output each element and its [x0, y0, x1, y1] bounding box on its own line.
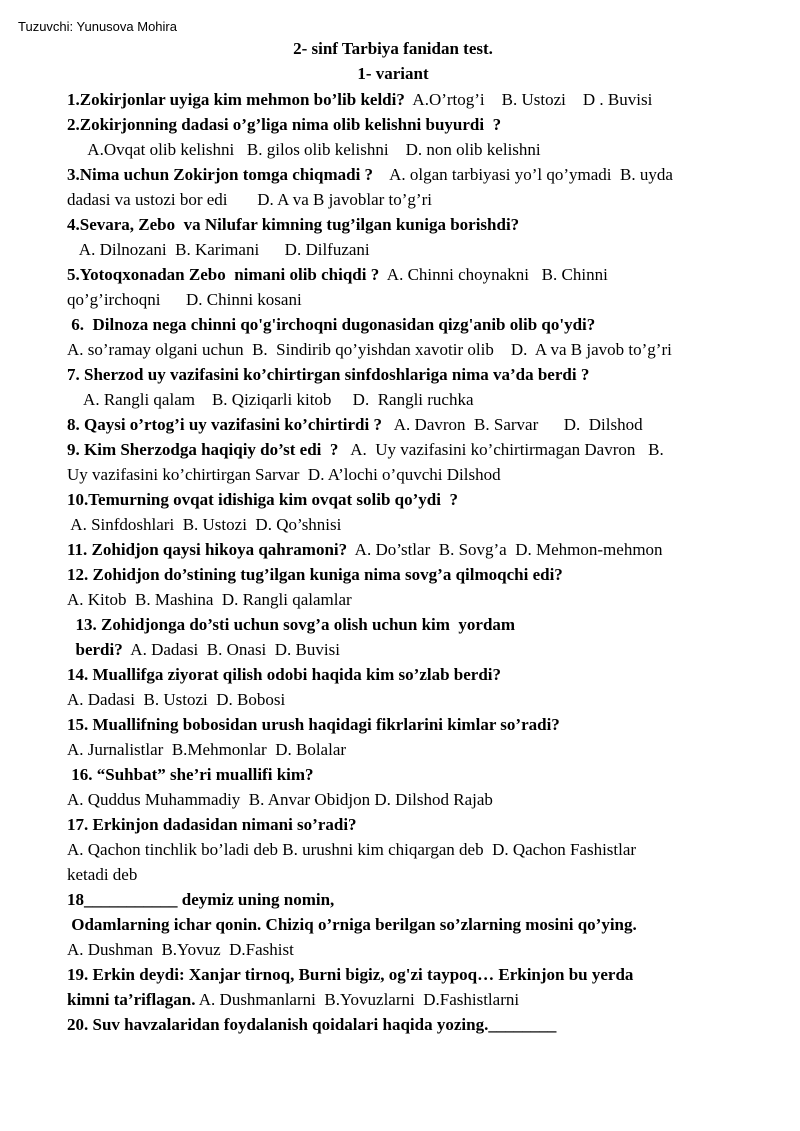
question-text: kimni ta’riflagan.	[67, 990, 196, 1009]
question-text: 10.Temurning ovqat idishiga kim ovqat solib qo’ydi ?	[67, 490, 458, 509]
text-line	[67, 437, 757, 462]
answer-options: A. Uy vazifasini ko’chirtirmagan Davron B.	[338, 440, 664, 459]
text-line	[67, 562, 757, 587]
answer-options: A. Rangli qalam B. Qiziqarli kitob D. Rangli ruchka	[67, 390, 474, 409]
question-text: 18___________ deymiz uning nomin,	[67, 890, 335, 909]
answer-options: A. so’ramay olgani uchun B. Sindirib qo’yishdan xavotir olib D. A va B javob to’g’ri	[67, 340, 672, 359]
answer-options: A. Qachon tinchlik bo’ladi deb B. urushni kim chiqargan deb D. Qachon Fashistlar	[67, 840, 637, 859]
text-line	[67, 112, 757, 137]
text-line	[67, 962, 757, 987]
variant-label: 1- variant	[357, 64, 429, 83]
text-line	[67, 787, 757, 812]
answer-options: ketadi deb	[67, 865, 138, 884]
text-line	[67, 537, 757, 562]
text-line	[67, 587, 757, 612]
answer-options: A. Chinni choynakni B. Chinni	[379, 265, 608, 284]
text-line	[67, 712, 757, 737]
author-line: Tuzuvchi: Yunusova Mohira	[18, 19, 177, 34]
text-line	[67, 987, 757, 1012]
question-text: 2.Zokirjonning dadasi o’g’liga nima olib kelishni buyurdi ?	[67, 115, 502, 134]
question-text: 9. Kim Sherzodga haqiqiy do’st edi ?	[67, 440, 339, 459]
question-text: 15. Muallifning bobosidan urush haqidagi fikrlarini kimlar so’radi?	[67, 715, 560, 734]
text-line	[67, 212, 757, 237]
text-line	[67, 412, 757, 437]
text-line	[67, 87, 757, 112]
question-text: 20. Suv havzalaridan foydalanish qoidalari haqida yozing.________	[67, 1015, 557, 1034]
question-text: 13. Zohidjonga do’sti uchun sovg’a olish uchun kim yordam	[67, 615, 516, 634]
text-line	[67, 512, 757, 537]
text-line	[67, 612, 757, 637]
answer-options: A. Dilnozani B. Karimani D. Dilfuzani	[67, 240, 370, 259]
text-line	[67, 187, 757, 212]
answer-options: A. Dushman B.Yovuz D.Fashist	[67, 940, 294, 959]
question-text: 14. Muallifga ziyorat qilish odobi haqida kim so’zlab berdi?	[67, 665, 502, 684]
text-line	[67, 687, 757, 712]
text-line	[67, 837, 757, 862]
text-line	[67, 487, 757, 512]
text-line	[67, 362, 757, 387]
question-text: Odamlarning ichar qonin. Chiziq o’rniga berilgan so’zlarning mosini qo’ying.	[67, 915, 637, 934]
question-text: 6. Dilnoza nega chinni qo'g'irchoqni dugonasidan qizg'anib olib qo'ydi?	[67, 315, 596, 334]
text-line	[67, 812, 757, 837]
question-text: 16. “Suhbat” she’ri muallifi kim?	[67, 765, 314, 784]
answer-options: A. Davron B. Sarvar D. Dilshod	[381, 415, 643, 434]
text-line	[67, 912, 757, 937]
answer-options: A. Jurnalistlar B.Mehmonlar D. Bolalar	[67, 740, 347, 759]
question-text: 7. Sherzod uy vazifasini ko’chirtirgan sinfdoshlariga nima va’da berdi ?	[67, 365, 590, 384]
question-text: berdi?	[67, 640, 123, 659]
text-line	[67, 637, 757, 662]
question-text: 5.Yotoqxonadan Zebo nimani olib chiqdi ?	[67, 265, 380, 284]
test-title: 2- sinf Tarbiya fanidan test.	[293, 39, 493, 58]
answer-options: A. Dadasi B. Ustozi D. Bobosi	[67, 690, 286, 709]
text-line	[67, 1012, 757, 1037]
text-line	[67, 662, 757, 687]
answer-options: A.Ovqat olib kelishni B. gilos olib kelishni D. non olib kelishni	[67, 140, 541, 159]
text-line	[67, 862, 757, 887]
answer-options: A. Do’stlar B. Sovg’a D. Mehmon-mehmon	[347, 540, 663, 559]
question-text: 17. Erkinjon dadasidan nimani so’radi?	[67, 815, 357, 834]
question-text: 12. Zohidjon do’stining tug’ilgan kuniga nima sovg’a qilmoqchi edi?	[67, 565, 563, 584]
answer-options: A. Dushmanlarni B.Yovuzlarni D.Fashistlarni	[195, 990, 520, 1009]
answer-options: Uy vazifasini ko’chirtirgan Sarvar D. A’lochi o’quvchi Dilshod	[67, 465, 501, 484]
question-text: 3.Nima uchun Zokirjon tomga chiqmadi ?	[67, 165, 374, 184]
text-line	[67, 137, 757, 162]
text-line	[67, 887, 757, 912]
answer-options: A.O’rtog’i B. Ustozi D . Buvisi	[404, 90, 653, 109]
text-line	[67, 462, 757, 487]
question-text: 8. Qaysi o’rtog’i uy vazifasini ko’chirtirdi ?	[67, 415, 382, 434]
answer-options: A. Quddus Muhammadiy B. Anvar Obidjon D. Dilshod Rajab	[67, 790, 493, 809]
text-line	[67, 937, 757, 962]
question-text: 19. Erkin deydi: Xanjar tirnoq, Burni bigiz, og'zi taypoq… Erkinjon bu yerda	[67, 965, 634, 984]
question-text: 1.Zokirjonlar uyiga kim mehmon bo’lib keldi?	[67, 90, 405, 109]
text-line	[67, 387, 757, 412]
answer-options: A. olgan tarbiyasi yo’l qo’ymadi B. uyda	[373, 165, 673, 184]
text-line	[67, 162, 757, 187]
text-line	[67, 312, 757, 337]
answer-options: dadasi va ustozi bor edi D. A va B javoblar to’g’ri	[67, 190, 432, 209]
text-line	[67, 237, 757, 262]
text-line	[67, 737, 757, 762]
answer-options: A. Kitob B. Mashina D. Rangli qalamlar	[67, 590, 352, 609]
text-line	[67, 762, 757, 787]
answer-options: A. Dadasi B. Onasi D. Buvisi	[122, 640, 340, 659]
question-text: 4.Sevara, Zebo va Nilufar kimning tug’ilgan kuniga borishdi?	[67, 215, 520, 234]
text-line	[67, 287, 757, 312]
text-line	[67, 262, 757, 287]
test-questions	[67, 87, 757, 1037]
answer-options: qo’g’irchoqni D. Chinni kosani	[67, 290, 302, 309]
answer-options: A. Sinfdoshlari B. Ustozi D. Qo’shnisi	[67, 515, 342, 534]
text-line	[67, 337, 757, 362]
question-text: 11. Zohidjon qaysi hikoya qahramoni?	[67, 540, 348, 559]
